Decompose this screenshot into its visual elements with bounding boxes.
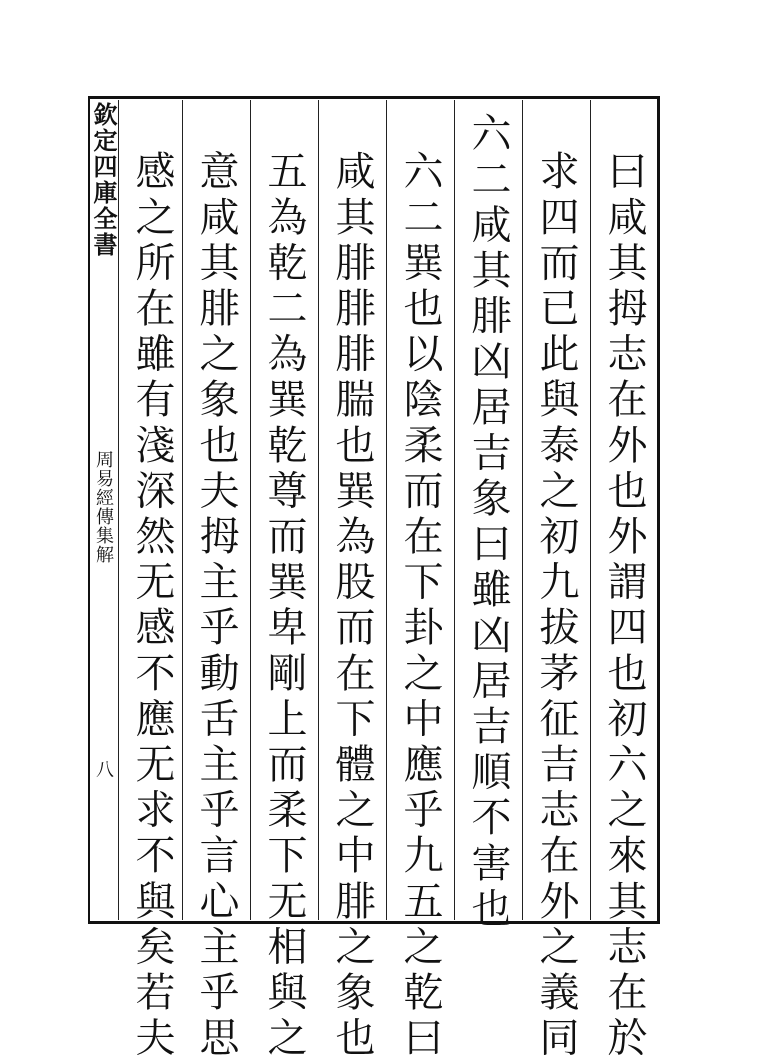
text-column-2: [522, 100, 590, 1062]
text-column-1: [590, 100, 658, 1062]
column-text: 咸其腓腓腓腨也巽為股而在下體之中腓之象也: [329, 150, 375, 1062]
text-column-6: [250, 100, 318, 1062]
margin-chapter-title: 周易經傳集解: [93, 450, 114, 564]
column-text: 六二巽也以陰柔而在下卦之中應乎九五之乾曰: [397, 150, 443, 1062]
column-text: 感之所在雖有淺深然无感不應无求不與矣若夫: [129, 150, 175, 1062]
text-column-4: [386, 100, 454, 1062]
text-column-3: [454, 100, 522, 933]
column-text: 意咸其腓之象也夫拇主乎動舌主乎言心主乎思: [193, 150, 239, 1062]
margin-page-number: 八: [93, 760, 114, 778]
text-column-8: [118, 100, 186, 1062]
column-text: 六二咸其腓凶居吉象曰雖凶居吉順不害也: [465, 112, 511, 933]
column-text: 曰咸其拇志在外也外謂四也初六之來其志在於: [601, 150, 647, 1062]
margin-book-title: 欽定四庫全書: [89, 102, 118, 258]
column-text: 求四而已此與泰之初九拔茅征吉志在外之義同: [533, 150, 579, 1062]
text-column-7: [182, 100, 250, 1062]
column-text: 五為乾二為巽乾尊而巽卑剛上而柔下无相與之: [261, 150, 307, 1062]
text-column-5: [318, 100, 386, 1062]
